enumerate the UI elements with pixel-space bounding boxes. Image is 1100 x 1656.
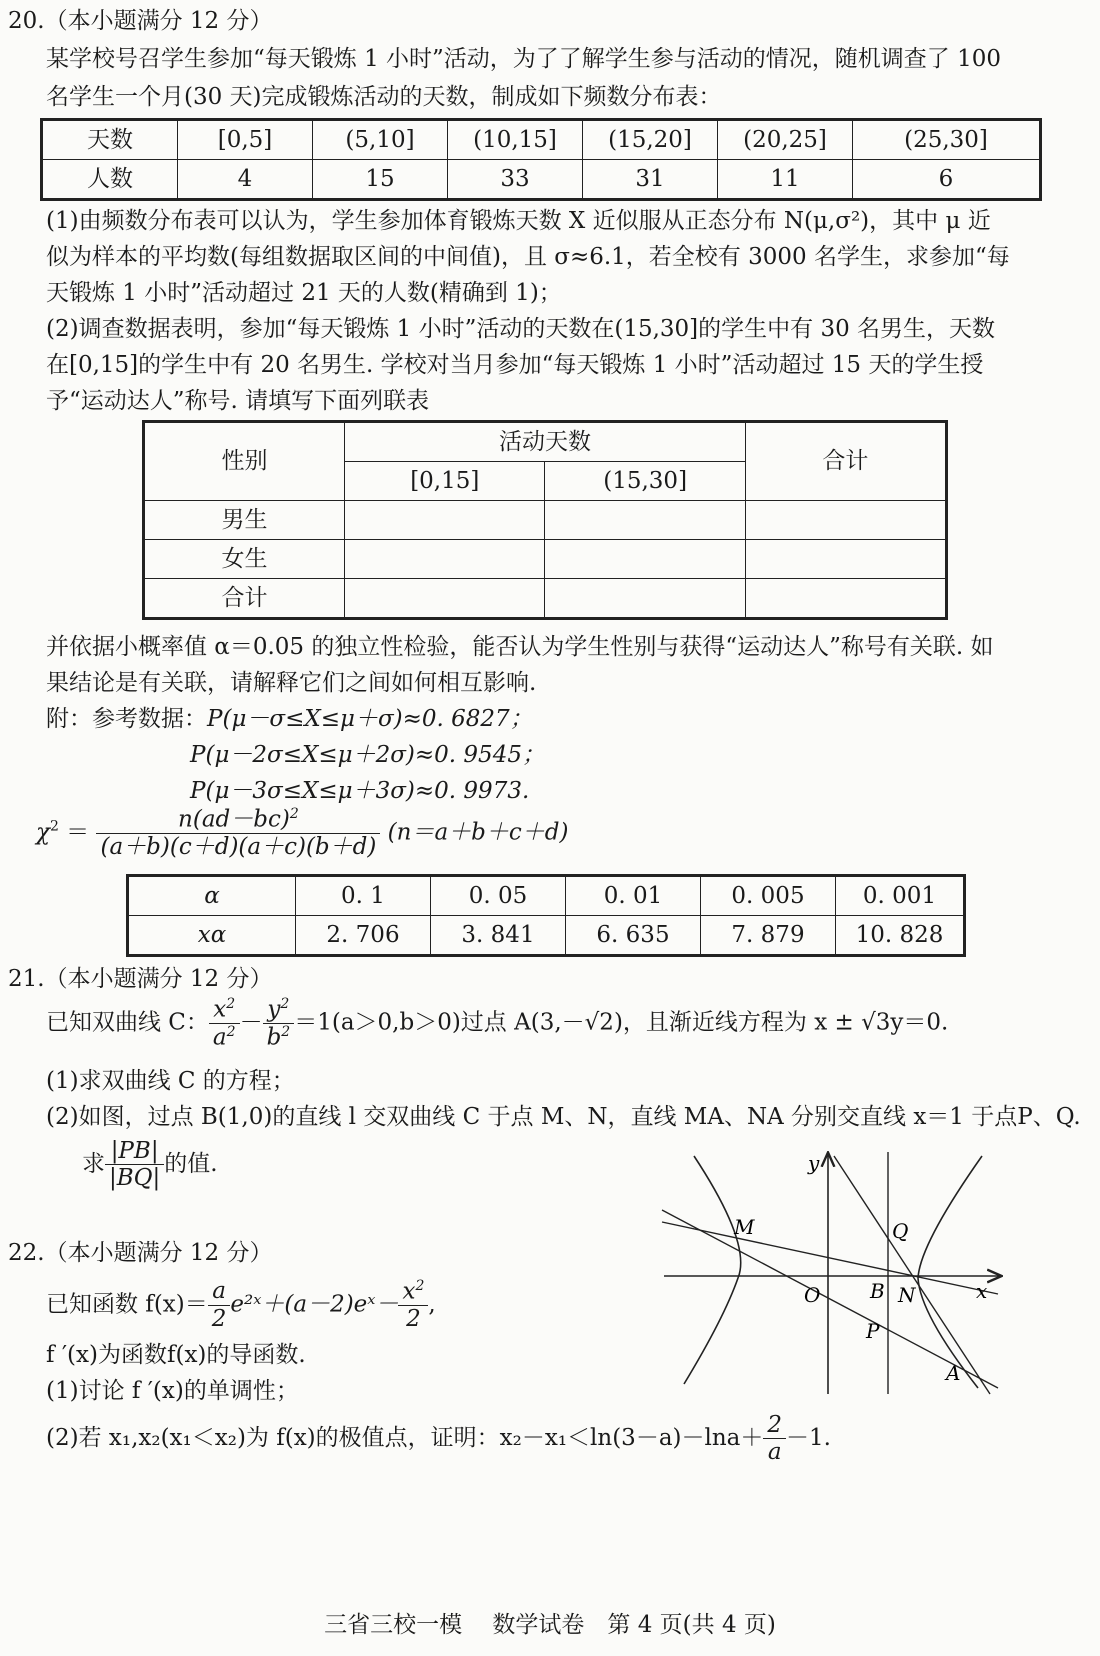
chi-square-formula: $\chi^2$ ＝ $\frac{n(ad-bc)^2}{(a+b)(c+d)(a+c)(b+d)}$ (n＝a＋b＋c＋d): [36, 806, 569, 861]
alpha-value: 0. 05: [431, 876, 566, 916]
table-row: [144, 422, 947, 462]
reference-label: 附：参考数据：: [46, 706, 207, 732]
x2-over-2: $\frac{x^2}{2}$: [398, 1278, 428, 1333]
q20-part1-line3: 天锻炼 1 小时”活动超过 21 天的人数(精确到 1)；: [46, 280, 562, 306]
q20-after-line2: 果结论是有关联，请解释它们之间如何相互影响.: [46, 670, 537, 696]
count-cell: 15: [313, 160, 448, 200]
y2-over-b2: $\frac{y^2}{b^2}$: [263, 996, 295, 1051]
q22-part2: (2)若 x₁,x₂(x₁＜x₂)为 f(x)的极值点，证明：x₂－x₁＜ln(3－a)－lna＋ $\frac{2}{a}$ －1.: [46, 1412, 831, 1466]
count-cell: 31: [583, 160, 718, 200]
critical-value: 6. 635: [566, 916, 701, 956]
label-P: P: [866, 1319, 880, 1343]
blank-cell: [345, 540, 545, 579]
interval-cell: [0,5]: [178, 120, 313, 160]
row-label-female: 女生: [144, 540, 345, 579]
q21-header: 21.（本小题满分 12 分）: [8, 966, 273, 992]
chi-fraction: [96, 806, 380, 861]
q22-header: 22.（本小题满分 12 分）: [8, 1240, 273, 1266]
q20-intro-line1: 某学校号召学生参加“每天锻炼 1 小时”活动，为了了解学生参与活动的情况，随机调查了 100: [46, 46, 1001, 72]
reference-data-row1: [46, 702, 533, 737]
blank-cell: [545, 540, 745, 579]
interval-col2: (15,30]: [545, 462, 745, 501]
critical-value: 3. 841: [431, 916, 566, 956]
label-y: y: [808, 1151, 820, 1175]
table-row: [42, 120, 1041, 160]
count-cell: 4: [178, 160, 313, 200]
label-B: B: [870, 1279, 885, 1303]
blank-cell: [745, 579, 946, 619]
page-footer: 三省三校一模 数学试卷 第 4 页(共 4 页): [324, 1612, 776, 1638]
chi-numerator: $n(ad-bc)^2$: [96, 806, 380, 834]
activity-days-header: 活动天数: [345, 422, 746, 462]
q21-part2: (2)如图，过点 B(1,0)的直线 l 交双曲线 C 于点 M、N，直线 MA、NA 分别交直线 x＝1 于点P、Q.: [46, 1104, 1081, 1130]
a-over-2: $\frac{a}{2}$: [208, 1278, 231, 1332]
row-header-days: 天数: [42, 120, 178, 160]
interval-cell: (25,30]: [853, 120, 1041, 160]
interval-col1: [0,15]: [345, 462, 545, 501]
line-l: [662, 1222, 998, 1294]
q20-part2-line2: 在[0,15]的学生中有 20 名男生. 学校对当月参加“每天锻炼 1 小时”活动超过 15 天的学生授: [46, 352, 984, 378]
contingency-table: [142, 420, 948, 620]
interval-cell: (15,20]: [583, 120, 718, 160]
q20-header: 20.（本小题满分 12 分）: [8, 8, 273, 34]
two-over-a: $\frac{2}{a}$: [763, 1412, 786, 1466]
q22-given: 已知函数 f(x)＝ $\frac{a}{2}$ e²ˣ＋(a－2)eˣ－ $\frac{x^2}{2}$ ,: [46, 1278, 436, 1333]
blank-cell: [545, 501, 745, 540]
x-alpha-header: xα: [128, 916, 296, 956]
table-row: [128, 876, 965, 916]
chi-symbol: χ: [36, 819, 50, 846]
table-row: [42, 160, 1041, 200]
q20-part1-line2: 似为样本的平均数(每组数据取区间的中间值)，且 σ≈6.1，若全校有 3000 名学生，求参加“每: [46, 244, 1010, 270]
interval-cell: (20,25]: [718, 120, 853, 160]
right-branch: [918, 1156, 982, 1388]
row-header-count: 人数: [42, 160, 178, 200]
q21-part1: (1)求双曲线 C 的方程；: [46, 1068, 295, 1094]
label-M: M: [734, 1215, 755, 1239]
blank-cell: [745, 540, 946, 579]
table-row: [144, 579, 947, 619]
alpha-value: 0. 01: [566, 876, 701, 916]
alpha-value: 0. 1: [296, 876, 431, 916]
label-Q: Q: [892, 1219, 909, 1243]
chi-equals: ＝: [66, 819, 90, 846]
line-NA: [834, 1156, 990, 1394]
count-cell: 33: [448, 160, 583, 200]
chi-square-critical-table: [126, 874, 966, 957]
reference-formula-1: P(μ－σ≤X≤μ＋σ)≈0. 6827；: [207, 706, 533, 732]
frequency-table: [40, 118, 1042, 201]
label-A: A: [946, 1361, 961, 1385]
reference-formula-3: P(μ－3σ≤X≤μ＋3σ)≈0. 9973.: [190, 778, 530, 804]
row-label-male: 男生: [144, 501, 345, 540]
row-label-total: 合计: [144, 579, 345, 619]
alpha-header: α: [128, 876, 296, 916]
table-row: [128, 916, 965, 956]
label-x: x: [976, 1279, 988, 1303]
alpha-value: 0. 001: [836, 876, 965, 916]
table-row: [144, 501, 947, 540]
table-row: [144, 540, 947, 579]
q21-given: 已知双曲线 C： $\frac{x^2}{a^2}$ － $\frac{y^2}{b^2}$ ＝1(a＞0,b＞0)过点 A(3,－√2)，且渐近线方程为 x ± √3y＝0.: [46, 996, 949, 1051]
q21-ask: 求 $\frac{|PB|}{|BQ|}$ 的值.: [82, 1138, 218, 1192]
label-N: N: [898, 1283, 916, 1307]
interval-cell: (5,10]: [313, 120, 448, 160]
gender-header: 性别: [144, 422, 345, 501]
critical-value: 10. 828: [836, 916, 965, 956]
count-cell: 11: [718, 160, 853, 200]
reference-formula-2: P(μ－2σ≤X≤μ＋2σ)≈0. 9545；: [190, 742, 545, 768]
alpha-value: 0. 005: [701, 876, 836, 916]
interval-cell: (10,15]: [448, 120, 583, 160]
chi-note: (n＝a＋b＋c＋d): [387, 819, 569, 846]
chi-denominator: (a＋b)(c＋d)(a＋c)(b＋d): [100, 834, 377, 861]
critical-value: 2. 706: [296, 916, 431, 956]
q22-fprime: f ′(x)为函数f(x)的导函数.: [46, 1342, 306, 1368]
ratio-fraction: $\frac{|PB|}{|BQ|}$: [105, 1138, 164, 1192]
critical-value: 7. 879: [701, 916, 836, 956]
q20-part1-line1: (1)由频数分布表可以认为，学生参加体育锻炼天数 X 近似服从正态分布 N(μ,σ²)，其中 μ 近: [46, 208, 991, 234]
label-origin: O: [804, 1283, 821, 1307]
blank-cell: [745, 501, 946, 540]
blank-cell: [545, 579, 745, 619]
q20-intro-line2: 名学生一个月(30 天)完成锻炼活动的天数，制成如下频数分布表：: [46, 84, 722, 110]
blank-cell: [345, 579, 545, 619]
x2-over-a2: $\frac{x^2}{a^2}$: [209, 996, 240, 1051]
count-cell: 6: [853, 160, 1041, 200]
q22-part1: (1)讨论 f ′(x)的单调性；: [46, 1378, 299, 1404]
left-branch: [684, 1156, 741, 1384]
hyperbola-figure: [658, 1148, 1008, 1398]
blank-cell: [345, 501, 545, 540]
q20-part2-line1: (2)调查数据表明，参加“每天锻炼 1 小时”活动的天数在(15,30]的学生中有 30 名男生，天数: [46, 316, 996, 342]
total-header: 合计: [745, 422, 946, 501]
q20-after-line1: 并依据小概率值 α＝0.05 的独立性检验，能否认为学生性别与获得“运动达人”称号有关联. 如: [46, 634, 994, 660]
q20-part2-line3: 予“运动达人”称号. 请填写下面列联表: [46, 388, 430, 414]
